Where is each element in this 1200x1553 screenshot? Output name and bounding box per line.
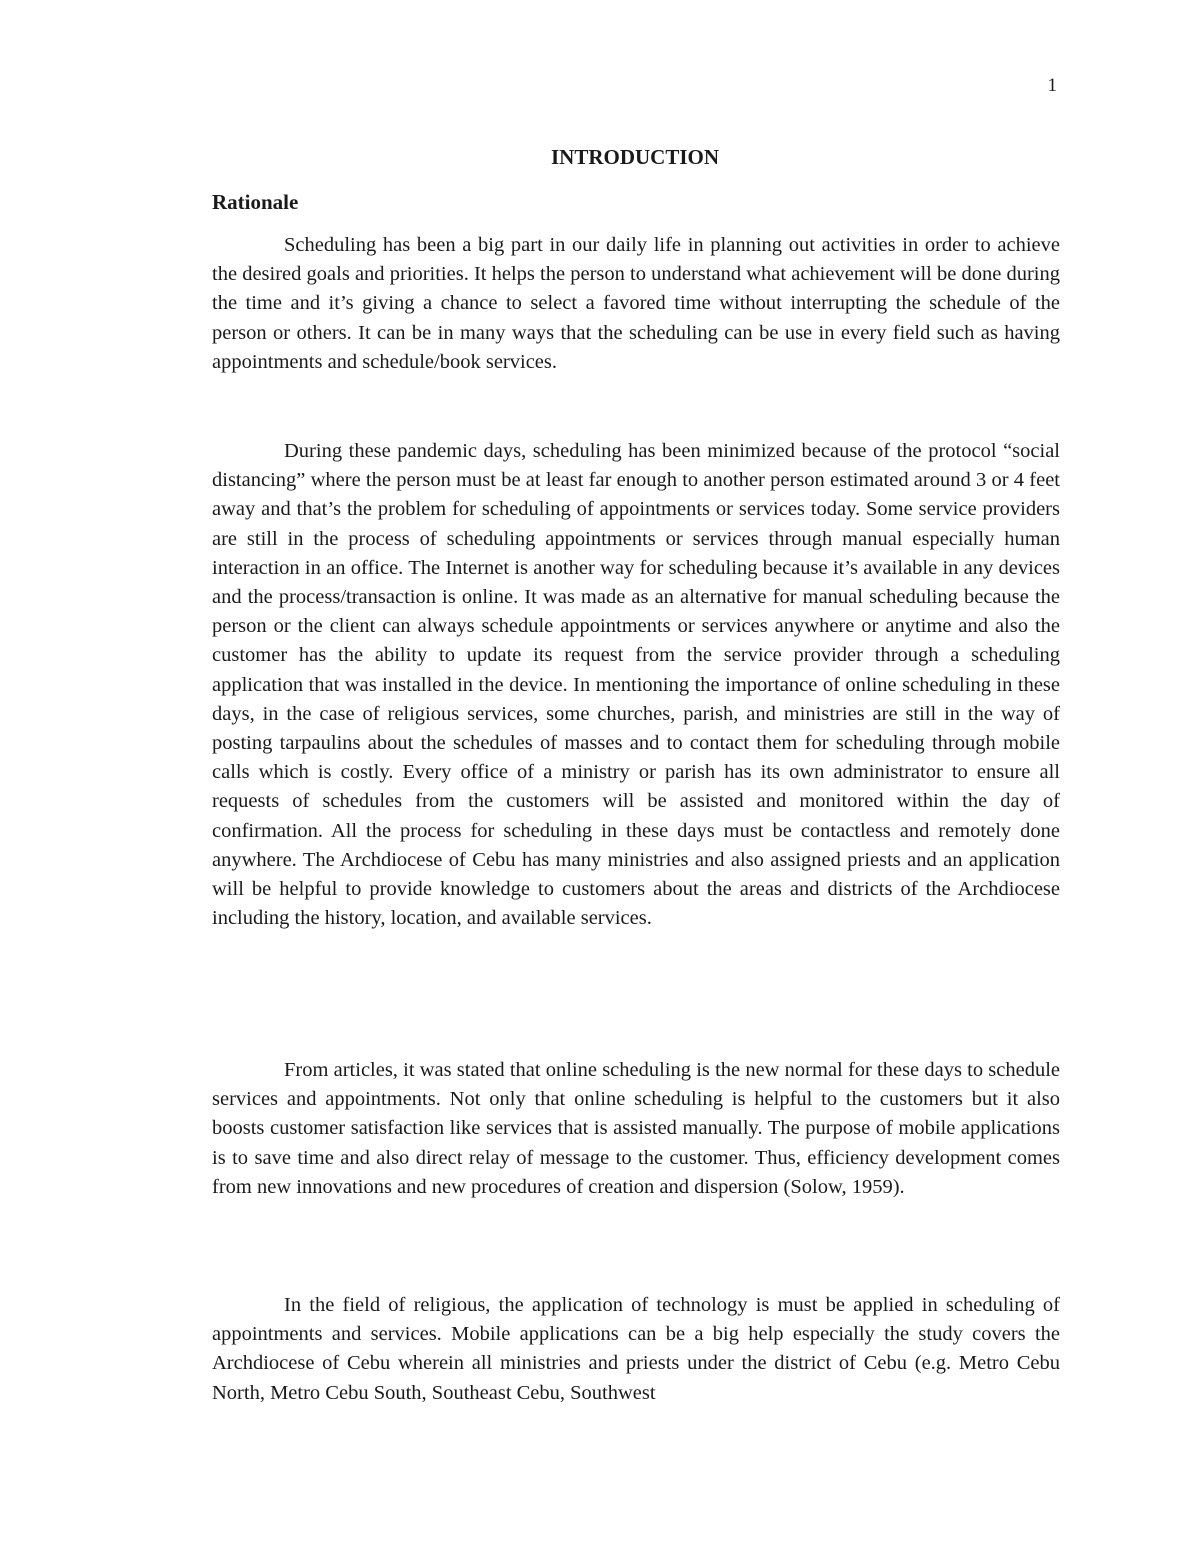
subsection-heading: Rationale — [212, 190, 299, 214]
paragraph: From articles, it was stated that online scheduling is the new normal for these days to schedule services and appointments. Not only that online scheduling is helpful to the customers but it also boosts customer satisfaction like services that is assisted manually. The purpose of mobile applications is to save time and also direct relay of message to the customer. Thus, efficiency development comes from new innovations and new procedures of creation and dispersion (Solow, 1959). — [212, 1059, 1060, 1198]
paragraph: In the field of religious, the application of technology is must be applied in scheduling of appointments and services. Mobile applications can be a big help especially the study covers the Archdiocese of Cebu wherein all ministries and priests under the district of Cebu (e.g. Metro Cebu North, Metro Cebu South, Southeast Cebu, Southwest — [212, 1294, 1060, 1404]
paragraph: Scheduling has been a big part in our daily life in planning out activities in order to achieve the desired goals and priorities. It helps the person to understand what achievement will be done during the time and it’s giving a chance to select a favored time without interrupting the schedule of the person or others. It can be in many ways that the scheduling can be use in every field such as having appointments and schedule/book services. — [212, 234, 1060, 373]
paragraph: During these pandemic days, scheduling has been minimized because of the protocol “social distancing” where the person must be at least far enough to another person estimated around 3 or 4 feet away and that’s the problem for scheduling of appointments or services today. Some service providers are still in the process of scheduling appointments or services through manual especially human interaction in an office. The Internet is another way for scheduling because it’s available in any devices and the process/transaction is online. It was made as an alternative for manual scheduling because the person or the client can always schedule appointments or services anywhere or anytime and also the customer has the ability to update its request from the service provider through a scheduling application that was installed in the device. In mentioning the importance of online scheduling in these days, in the case of religious services, some churches, parish, and ministries are still in the way of posting tarpaulins about the schedules of masses and to contact them for scheduling through mobile calls which is costly. Every office of a ministry or parish has its own administrator to ensure all requests of schedules from the customers will be assisted and monitored within the day of confirmation. All the process for scheduling in these days must be contactless and remotely done anywhere. The Archdiocese of Cebu has many ministries and also assigned priests and an application will be helpful to provide knowledge to customers about the areas and districts of the Archdiocese including the history, location, and available services. — [212, 440, 1060, 930]
section-heading: INTRODUCTION — [550, 145, 720, 169]
page-number: 1 — [1047, 75, 1057, 96]
